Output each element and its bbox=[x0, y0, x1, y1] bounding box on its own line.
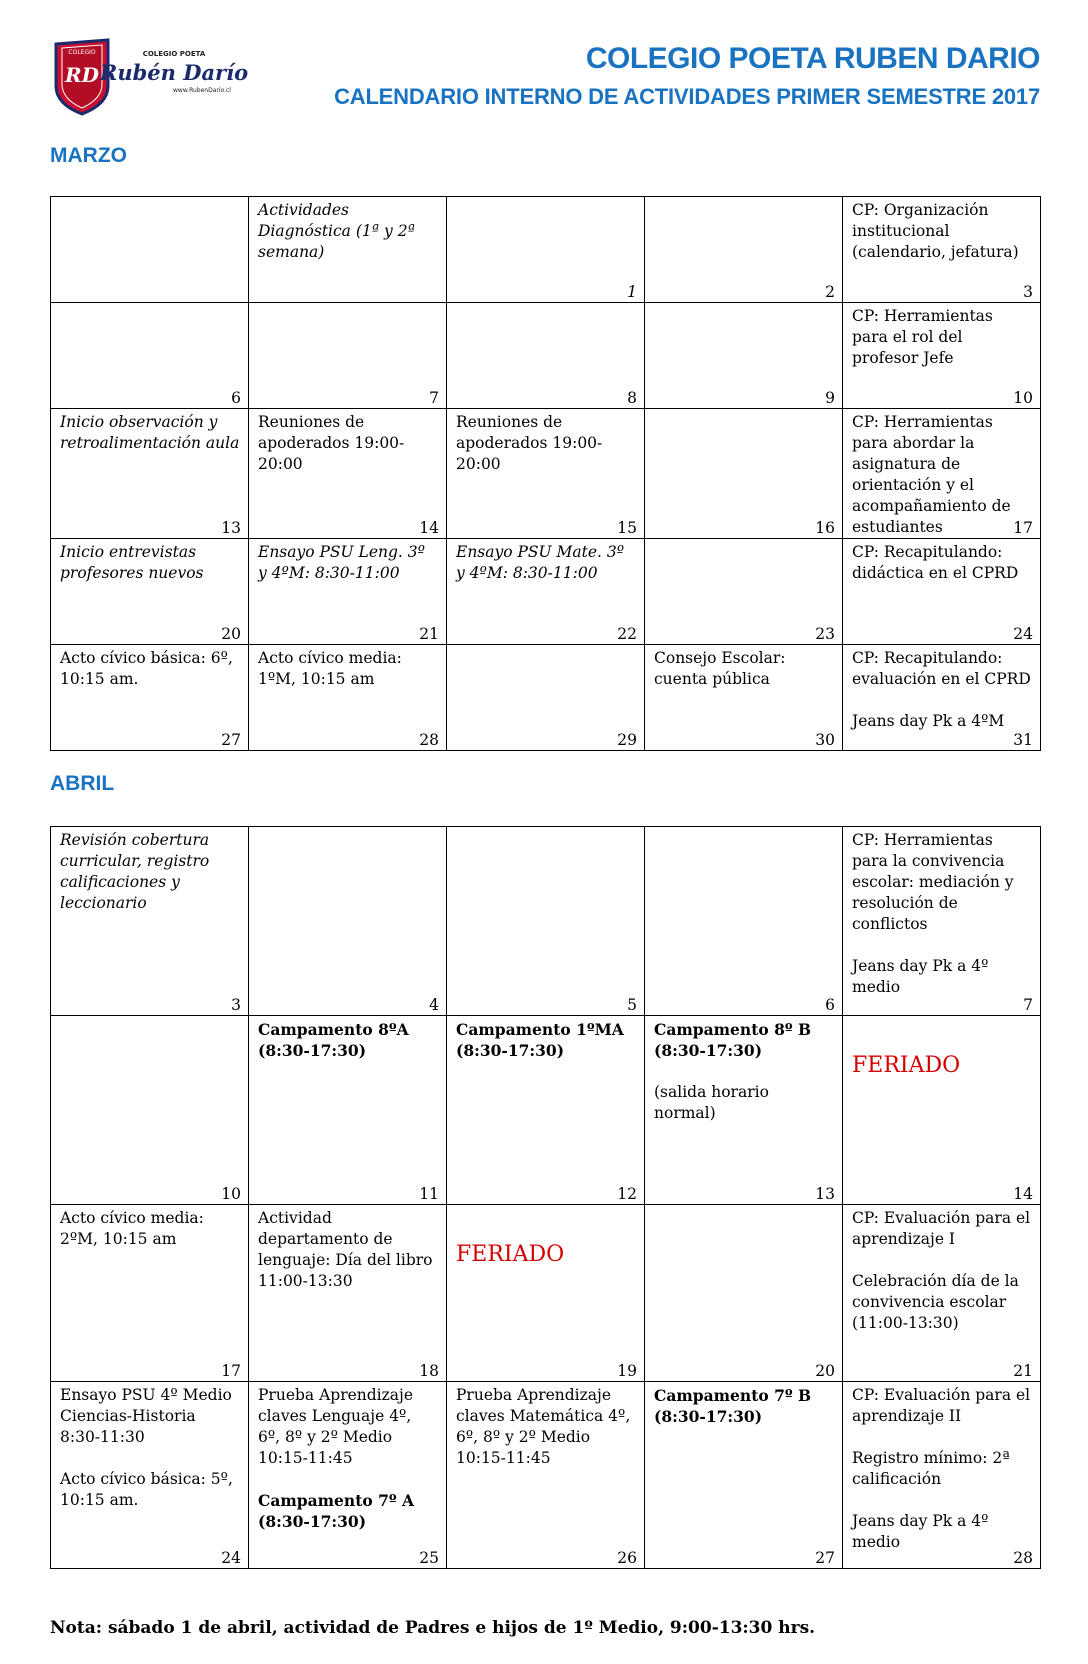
day-cell bbox=[447, 539, 645, 645]
day-cell bbox=[447, 303, 645, 409]
day-number: 21 bbox=[419, 625, 439, 643]
day-events bbox=[843, 197, 1040, 263]
day-number: 10 bbox=[1013, 389, 1033, 407]
day-events bbox=[249, 1205, 446, 1292]
day-number: 27 bbox=[815, 1549, 835, 1567]
week-row bbox=[51, 1016, 1041, 1205]
day-number: 17 bbox=[221, 1362, 241, 1380]
day-number: 9 bbox=[825, 389, 835, 407]
day-events bbox=[447, 197, 644, 200]
day-cell bbox=[249, 197, 447, 303]
day-cell bbox=[51, 197, 249, 303]
event-text: Prueba Aprendizaje claves Lenguaje 4º, 6º, 8º y 2º Medio 10:15-11:45 bbox=[258, 1386, 414, 1467]
day-cell bbox=[645, 645, 843, 751]
day-number: 26 bbox=[617, 1549, 637, 1567]
day-number: 21 bbox=[1013, 1362, 1033, 1380]
day-cell bbox=[447, 197, 645, 303]
day-cell bbox=[843, 539, 1041, 645]
page-title: COLEGIO POETA RUBEN DARIO bbox=[585, 42, 1040, 75]
month-label-marzo: MARZO bbox=[50, 144, 127, 167]
day-events bbox=[447, 539, 644, 584]
day-cell bbox=[249, 645, 447, 751]
day-cell bbox=[51, 1382, 249, 1569]
day-number: 23 bbox=[815, 625, 835, 643]
day-number: 10 bbox=[221, 1185, 241, 1203]
day-cell bbox=[843, 1205, 1041, 1382]
day-events bbox=[51, 827, 248, 914]
event-text: Consejo Escolar: cuenta pública bbox=[654, 649, 786, 688]
event-text: CP: Herramientas para el rol del profesor Jefe bbox=[852, 307, 993, 367]
day-cell bbox=[645, 197, 843, 303]
day-number: 28 bbox=[1013, 1549, 1033, 1567]
day-cell bbox=[249, 827, 447, 1016]
event-text: Registro mínimo: 2ª calificación bbox=[852, 1449, 1010, 1488]
day-events bbox=[249, 1016, 446, 1061]
day-events bbox=[51, 1205, 248, 1250]
day-number: 13 bbox=[221, 519, 241, 537]
day-number: 15 bbox=[617, 519, 637, 537]
day-cell bbox=[447, 827, 645, 1016]
logo-initials: RD bbox=[65, 63, 99, 87]
day-events bbox=[843, 1205, 1040, 1334]
event-text: Actividades Diagnóstica (1ª y 2ª semana) bbox=[258, 201, 415, 261]
day-events bbox=[51, 197, 248, 200]
day-cell bbox=[447, 409, 645, 539]
school-logo bbox=[54, 38, 254, 118]
day-cell bbox=[249, 1205, 447, 1382]
day-cell bbox=[51, 1016, 249, 1205]
day-number: 30 bbox=[815, 731, 835, 749]
day-cell bbox=[843, 1016, 1041, 1205]
event-text: Reuniones de apoderados 19:00-20:00 bbox=[258, 413, 405, 473]
event-text: Prueba Aprendizaje claves Matemática 4º, 6º, 8º y 2º Medio 10:15-11:45 bbox=[456, 1386, 631, 1467]
day-number: 25 bbox=[419, 1549, 439, 1567]
event-text: Reuniones de apoderados 19:00-20:00 bbox=[456, 413, 603, 473]
day-number: 22 bbox=[617, 625, 637, 643]
day-cell bbox=[645, 1205, 843, 1382]
day-cell bbox=[249, 303, 447, 409]
day-number: 29 bbox=[617, 731, 637, 749]
day-number: 16 bbox=[815, 519, 835, 537]
logo-top-text: COLEGIO POETA bbox=[142, 50, 206, 58]
day-number: 19 bbox=[617, 1362, 637, 1380]
day-number: 20 bbox=[815, 1362, 835, 1380]
day-cell bbox=[447, 1016, 645, 1205]
event-text: Actividad departamento de lenguaje: Día del libro 11:00-13:30 bbox=[258, 1209, 433, 1290]
day-cell bbox=[645, 303, 843, 409]
day-number: 3 bbox=[231, 996, 241, 1014]
day-events bbox=[447, 303, 644, 306]
day-events bbox=[645, 409, 842, 412]
day-cell bbox=[51, 409, 249, 539]
day-events bbox=[51, 303, 248, 306]
day-events bbox=[447, 1382, 644, 1469]
day-events bbox=[645, 1382, 842, 1427]
day-events bbox=[447, 1016, 644, 1061]
day-number: 8 bbox=[627, 389, 637, 407]
week-row bbox=[51, 303, 1041, 409]
event-text: Ensayo PSU Leng. 3º y 4ºM: 8:30-11:00 bbox=[258, 543, 425, 582]
logo-name-text: Rubén Darío bbox=[99, 60, 249, 85]
day-cell bbox=[645, 827, 843, 1016]
day-cell bbox=[645, 539, 843, 645]
event-text: CP: Recapitulando: evaluación en el CPRD bbox=[852, 649, 1031, 688]
event-text: CP: Evaluación para el aprendizaje II bbox=[852, 1386, 1031, 1425]
day-number: 3 bbox=[1023, 283, 1033, 301]
month-label-abril: ABRIL bbox=[50, 772, 115, 795]
event-text: Acto cívico media: 2ºM, 10:15 am bbox=[60, 1209, 204, 1248]
day-events bbox=[645, 539, 842, 542]
day-events bbox=[249, 827, 446, 830]
day-events bbox=[645, 1016, 842, 1124]
day-number: 24 bbox=[221, 1549, 241, 1567]
day-cell bbox=[843, 827, 1041, 1016]
week-row bbox=[51, 1382, 1041, 1569]
day-events bbox=[51, 645, 248, 690]
day-number: 11 bbox=[419, 1185, 439, 1203]
day-events bbox=[843, 1016, 1040, 1076]
event-text: Jeans day Pk a 4º medio bbox=[852, 957, 989, 996]
week-row bbox=[51, 539, 1041, 645]
day-cell bbox=[645, 1382, 843, 1569]
day-number: 20 bbox=[221, 625, 241, 643]
day-number: 31 bbox=[1013, 731, 1033, 749]
event-text: CP: Recapitulando: didáctica en el CPRD bbox=[852, 543, 1019, 582]
day-events bbox=[843, 539, 1040, 584]
day-cell bbox=[447, 1382, 645, 1569]
day-number: 27 bbox=[221, 731, 241, 749]
event-text: CP: Herramientas para la convivencia escolar: mediación y resolución de conflictos bbox=[852, 831, 1014, 933]
day-number: 6 bbox=[825, 996, 835, 1014]
day-events bbox=[51, 1382, 248, 1511]
day-number: 28 bbox=[419, 731, 439, 749]
event-text: Acto cívico media: 1ºM, 10:15 am bbox=[258, 649, 402, 688]
day-cell bbox=[51, 303, 249, 409]
event-text: Celebración día de la convivencia escolar (11:00-13:30) bbox=[852, 1272, 1019, 1332]
day-number: 1 bbox=[627, 283, 637, 301]
day-events bbox=[843, 303, 1040, 369]
day-events bbox=[843, 827, 1040, 998]
event-text: CP: Evaluación para el aprendizaje I bbox=[852, 1209, 1031, 1248]
day-number: 14 bbox=[1013, 1185, 1033, 1203]
day-events bbox=[51, 409, 248, 454]
day-events bbox=[249, 303, 446, 306]
day-number: 14 bbox=[419, 519, 439, 537]
day-events bbox=[843, 645, 1040, 732]
event-text: Acto cívico básica: 5º, 10:15 am. bbox=[60, 1470, 233, 1509]
calendar-marzo bbox=[50, 196, 1041, 751]
day-number: 17 bbox=[1013, 519, 1033, 537]
day-cell bbox=[447, 645, 645, 751]
week-row bbox=[51, 1205, 1041, 1382]
event-text: Ensayo PSU Mate. 3º y 4ºM: 8:30-11:00 bbox=[456, 543, 625, 582]
event-text: Jeans day Pk a 4ºM bbox=[852, 712, 1005, 730]
day-number: 6 bbox=[231, 389, 241, 407]
day-events bbox=[645, 303, 842, 306]
day-cell bbox=[645, 409, 843, 539]
event-text: Revisión cobertura curricular, registro calificaciones y leccionario bbox=[60, 831, 210, 912]
day-number: 18 bbox=[419, 1362, 439, 1380]
event-text: Campamento 7º B (8:30-17:30) bbox=[654, 1386, 812, 1426]
day-events bbox=[249, 197, 446, 263]
day-cell bbox=[843, 645, 1041, 751]
day-number: 7 bbox=[429, 389, 439, 407]
day-number: 4 bbox=[429, 996, 439, 1014]
event-text: FERIADO bbox=[456, 1242, 565, 1267]
day-events bbox=[51, 1016, 248, 1019]
day-cell bbox=[447, 1205, 645, 1382]
page-subtitle: CALENDARIO INTERNO DE ACTIVIDADES PRIMER SEMESTRE 2017 bbox=[334, 84, 1040, 109]
week-row bbox=[51, 197, 1041, 303]
calendar-abril bbox=[50, 826, 1041, 1569]
day-number: 7 bbox=[1023, 996, 1033, 1014]
day-cell bbox=[249, 409, 447, 539]
event-text: Campamento 1ºMA (8:30-17:30) bbox=[456, 1020, 624, 1060]
event-text: FERIADO bbox=[852, 1053, 961, 1078]
day-cell bbox=[843, 409, 1041, 539]
week-row bbox=[51, 645, 1041, 751]
day-events bbox=[645, 197, 842, 200]
event-text: (salida horario normal) bbox=[654, 1083, 769, 1122]
day-events bbox=[249, 539, 446, 584]
day-cell bbox=[249, 539, 447, 645]
day-events bbox=[249, 645, 446, 690]
day-cell bbox=[51, 645, 249, 751]
event-text: Acto cívico básica: 6º, 10:15 am. bbox=[60, 649, 233, 688]
day-events bbox=[645, 1205, 842, 1208]
event-text: Ensayo PSU 4º Medio Ciencias-Historia 8:30-11:30 bbox=[60, 1386, 232, 1446]
day-events bbox=[843, 1382, 1040, 1553]
event-text: Campamento 7º A (8:30-17:30) bbox=[258, 1491, 415, 1531]
day-cell bbox=[645, 1016, 843, 1205]
day-number: 13 bbox=[815, 1185, 835, 1203]
event-text: Jeans day Pk a 4º medio bbox=[852, 1512, 989, 1551]
day-cell bbox=[843, 197, 1041, 303]
day-events bbox=[447, 409, 644, 475]
event-text: Inicio observación y retroalimentación aula bbox=[60, 413, 240, 452]
day-number: 12 bbox=[617, 1185, 637, 1203]
day-cell bbox=[51, 1205, 249, 1382]
day-number: 2 bbox=[825, 283, 835, 301]
day-events bbox=[645, 827, 842, 830]
day-events bbox=[447, 827, 644, 830]
event-text: CP: Organización institucional (calendario, jefatura) bbox=[852, 201, 1019, 261]
day-cell bbox=[249, 1382, 447, 1569]
day-events bbox=[51, 539, 248, 584]
day-events bbox=[843, 409, 1040, 538]
event-text: Inicio entrevistas profesores nuevos bbox=[60, 543, 204, 582]
logo-url-text: www.RubenDario.cl bbox=[173, 87, 231, 94]
day-events bbox=[249, 1382, 446, 1532]
event-text: Campamento 8ºA (8:30-17:30) bbox=[258, 1020, 409, 1060]
event-text: CP: Herramientas para abordar la asignatura de orientación y el acompañamiento de estudiantes bbox=[852, 413, 1011, 536]
day-cell bbox=[249, 1016, 447, 1205]
week-row bbox=[51, 409, 1041, 539]
day-cell bbox=[843, 303, 1041, 409]
day-events bbox=[447, 645, 644, 648]
day-cell bbox=[51, 827, 249, 1016]
logo-crest-text: COLEGIO bbox=[68, 49, 96, 56]
day-cell bbox=[843, 1382, 1041, 1569]
day-number: 24 bbox=[1013, 625, 1033, 643]
day-events bbox=[249, 409, 446, 475]
day-cell bbox=[51, 539, 249, 645]
day-events bbox=[447, 1205, 644, 1265]
day-number: 5 bbox=[627, 996, 637, 1014]
footer-note: Nota: sábado 1 de abril, actividad de Padres e hijos de 1º Medio, 9:00-13:30 hrs. bbox=[50, 1618, 816, 1638]
week-row bbox=[51, 827, 1041, 1016]
event-text: Campamento 8º B (8:30-17:30) bbox=[654, 1020, 812, 1060]
day-events bbox=[645, 645, 842, 690]
